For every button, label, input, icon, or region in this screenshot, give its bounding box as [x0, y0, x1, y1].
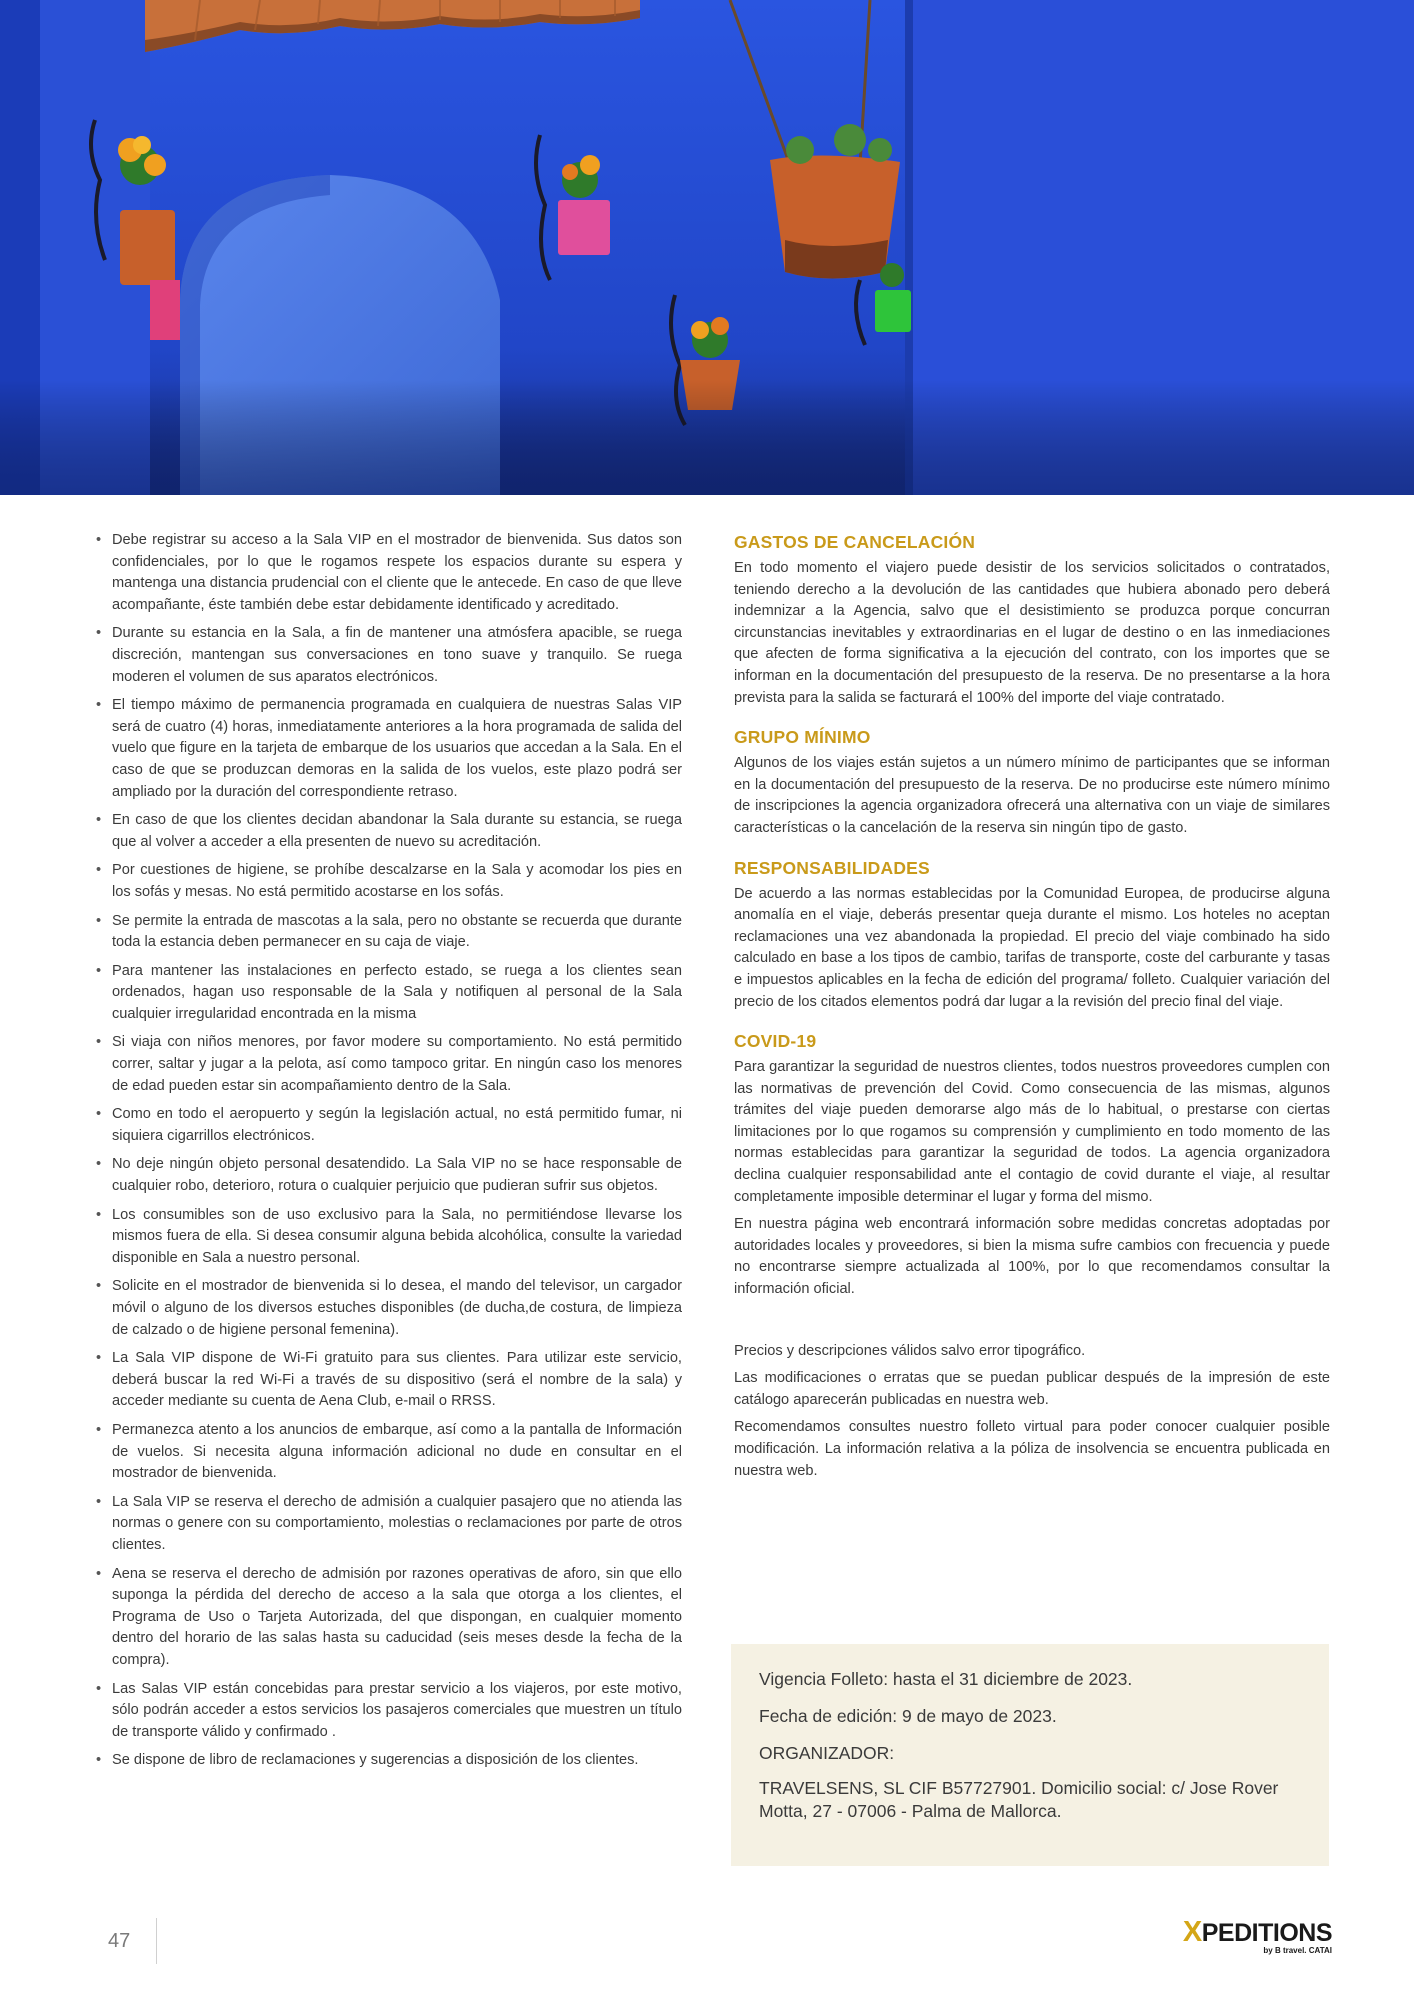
rules-list	[96, 530, 682, 1772]
rule-item: • Se permite la entrada de mascotas a la sala, pero no obstante se recuerda que durante toda la estancia deben permanecer en su caja de viaje.	[96, 911, 682, 954]
hero-photo	[0, 0, 1414, 495]
rule-item: • La Sala VIP dispone de Wi-Fi gratuito para sus clientes. Para utilizar este servicio, deberá buscar la red Wi-Fi a través de su dispositivo (será el nombre de la sala) y acceder mediante su cuenta de Aena Club, e-mail o RRSS.	[96, 1348, 682, 1413]
rule-item: • Por cuestiones de higiene, se prohíbe descalzarse en la Sala y acomodar los pies en los sofás y mesas. No está permitido acostarse en los sofás.	[96, 860, 682, 903]
rule-item: • Durante su estancia en la Sala, a fin de mantener una atmósfera apacible, se ruega discreción, mantengan sus conversaciones en tono suave y tranquilo. Se ruega moderen el volumen de sus aparatos electrónicos.	[96, 623, 682, 688]
section-paragraph: En nuestra página web encontrará información sobre medidas concretas adoptadas por autoridades locales y proveedores, si bien la misma sufre cambios con frecuencia y puede no encontrarse siempre actualizada al 100%, por lo que recomendamos consultar la información oficial.	[734, 1216, 1330, 1298]
rule-item: • Solicite en el mostrador de bienvenida si lo desea, el mando del televisor, un cargador móvil o alguno de los diversos estuches disponibles (de ducha,de costura, de limpieza de calzado o de higiene personal femenina).	[96, 1276, 682, 1341]
rule-item: • Permanezca atento a los anuncios de embarque, así como a la pantalla de Información de vuelos. Si necesita alguna información adicional no dude en consultar en el mostrador de bienvenida.	[96, 1420, 682, 1485]
section-cancellation	[734, 530, 1330, 709]
footer-divider	[156, 1918, 157, 1964]
section-responsibilities	[734, 856, 1330, 1014]
validity-text: Vigencia Folleto: hasta el 31 diciembre de 2023.	[759, 1669, 1133, 1689]
travel-conditions	[734, 530, 1330, 1488]
rule-item: • Si viaja con niños menores, por favor modere su comportamiento. No está permitido correr, saltar y jugar a la pelota, así como tampoco gritar. En ningún caso los menores de edad pueden estar sin acompañamiento dentro de la Sala.	[96, 1032, 682, 1097]
page-number: 47	[108, 1930, 131, 1952]
edition-date-text: Fecha de edición: 9 de mayo de 2023.	[759, 1706, 1057, 1726]
section-heading: RESPONSABILIDADES	[734, 857, 930, 878]
note-line: Las modificaciones o erratas que se puedan publicar después de la impresión de este catálogo aparecerán publicadas en nuestra web.	[734, 1370, 1330, 1408]
blue-wall-illustration	[0, 0, 1414, 495]
rule-item: • Para mantener las instalaciones en perfecto estado, se ruega a los clientes sean ordenados, hagan uso responsable de la Sala y notifiquen al personal de la Sala cualquier irregularidad encontrada en la misma	[96, 961, 682, 1026]
xpeditions-logo	[1170, 1916, 1332, 1960]
rule-item: • Debe registrar su acceso a la Sala VIP en el mostrador de bienvenida. Sus datos son confidenciales, por lo que le rogamos respete los espacios durante su espera y mantenga una distancia prudencial con el cliente que le antecede. En caso de que lleve acompañante, éste también debe estar debidamente identificado y acreditado.	[96, 530, 682, 616]
organizer-label: ORGANIZADOR:	[759, 1743, 895, 1763]
legal-notes	[734, 1341, 1330, 1483]
rule-item: • La Sala VIP se reserva el derecho de admisión a cualquier pasajero que no atienda las normas o genere con su comportamiento, molestias o reclamaciones por parte de otros clientes.	[96, 1492, 682, 1557]
logo-wordmark: XPEDITIONS	[1182, 1916, 1332, 1948]
rule-item: • Se dispone de libro de reclamaciones y sugerencias a disposición de los clientes.	[96, 1750, 682, 1772]
brochure-info-box	[731, 1644, 1329, 1866]
rule-item: • El tiempo máximo de permanencia programada en cualquiera de nuestras Salas VIP será de cuatro (4) horas, inmediatamente anteriores a la hora programada de salida del vuelo que figure en la tarjeta de embarque de los usuarios que accedan a la Sala. En el caso de que se produzcan demoras en la salida de los vuelos, este plazo podrá ser ampliado por la duración del correspondiente retraso.	[96, 695, 682, 803]
section-paragraph: De acuerdo a las normas establecidas por la Comunidad Europea, de producirse alguna anomalía en el viaje, deberás presentar queja durante el mismo. Los hoteles no aceptan reclamaciones una vez abandonada la propiedad. El precio del viaje combinado ha sido calculado en base a los tipos de cambio, tarifas de transporte, coste del carburante y tasas e impuestos aplicables en la fecha de edición del programa/ folleto. Cualquier variación del precio de los citados elementos podrá dar lugar a la revisión del precio final del viaje.	[734, 885, 1330, 1010]
section-minimum-group	[734, 725, 1330, 839]
rule-item: • Las Salas VIP están concebidas para prestar servicio a los viajeros, por este motivo, sólo podrán acceder a estos servicios los pasajeros comerciales que muestren un título de transporte válido y confirmado .	[96, 1679, 682, 1744]
rule-item: • En caso de que los clientes decidan abandonar la Sala durante su estancia, se ruega que al volver a acceder a ella presenten de nuevo su acreditación.	[96, 810, 682, 853]
section-paragraph: Para garantizar la seguridad de nuestros clientes, todos nuestros proveedores cumplen con las normativas de prevención del Covid. Como consecuencia de las mismas, algunos trámites del viaje pueden demorarse algo más de lo habitual, o prestarse con ciertas limitaciones por lo que rogamos su comprensión y cumplimiento en todo momento de las normas establecidas para garantizar la seguridad de todos. La agencia organizadora declina cualquier responsabilidad ante el contagio de covid durante el viaje, al resultar completamente imposible determinar el lugar y forma del mismo.	[734, 1059, 1330, 1205]
section-covid	[734, 1029, 1330, 1301]
vip-lounge-rules	[96, 530, 682, 1779]
section-heading: GASTOS DE CANCELACIÓN	[734, 532, 976, 552]
rule-item: • No deje ningún objeto personal desatendido. La Sala VIP no se hace responsable de cualquier robo, deterioro, rotura o cualquier perjuicio que pudieran sufrir sus objetos.	[96, 1154, 682, 1197]
section-paragraph: En todo momento el viajero puede desistir de los servicios solicitados o contratados, teniendo derecho a la devolución de las cantidades que hubiera abonado pero deberá indemnizar a la Agencia, salvo que el desistimiento se produzca porque concurran circunstancias inevitables y extraordinarias en el lugar de destino o en las inmediaciones que afecten de forma significativa a la ejecución del contrato, con los importes que se informan en la documentación del presupuesto de la reserva. De no presentarse a la hora prevista para la salida se facturará el 100% del importe del viaje contratado.	[734, 560, 1330, 706]
section-paragraph: Algunos de los viajes están sujetos a un número mínimo de participantes que se informan en la documentación del presupuesto de la reserva. De no producirse este número mínimo de inscripciones la agencia organizadora ofrecerá una alternativa con un viaje de similares características o la cancelación de la reserva sin ningún tipo de gasto.	[734, 755, 1330, 836]
logo-byline: by B travel. CATAI	[1263, 1946, 1332, 1955]
note-line: Precios y descripciones válidos salvo error tipográfico.	[734, 1342, 1086, 1359]
rule-item: • Como en todo el aeropuerto y según la legislación actual, no está permitido fumar, ni siquiera cigarrillos electrónicos.	[96, 1104, 682, 1147]
rule-item: • Los consumibles son de uso exclusivo para la Sala, no permitiéndose llevarse los mismos fuera de ella. Si desea consumir alguna bebida alcohólica, consulte la variedad disponible en Sala a nuestro personal.	[96, 1205, 682, 1270]
rule-item: • Aena se reserva el derecho de admisión por razones operativas de aforo, sin que ello suponga la pérdida del derecho de acceso a la sala que otorga a los clientes, el Programa de Uso o Tarjeta Autorizada, del que dispongan, en cualquier momento dentro del horario de las salas hasta su caducidad (seis meses desde la fecha de la compra).	[96, 1564, 682, 1672]
organizer-details: TRAVELSENS, SL CIF B57727901. Domicilio social: c/ Jose Rover Motta, 27 - 07006 - Palma de Mallorca.	[759, 1778, 1279, 1821]
section-heading: COVID-19	[734, 1031, 817, 1052]
section-heading: GRUPO MÍNIMO	[734, 727, 871, 748]
note-line: Recomendamos consultes nuestro folleto virtual para poder conocer cualquier posible modificación. La información relativa a la póliza de insolvencia se encuentra publicada en nuestra web.	[734, 1419, 1330, 1479]
